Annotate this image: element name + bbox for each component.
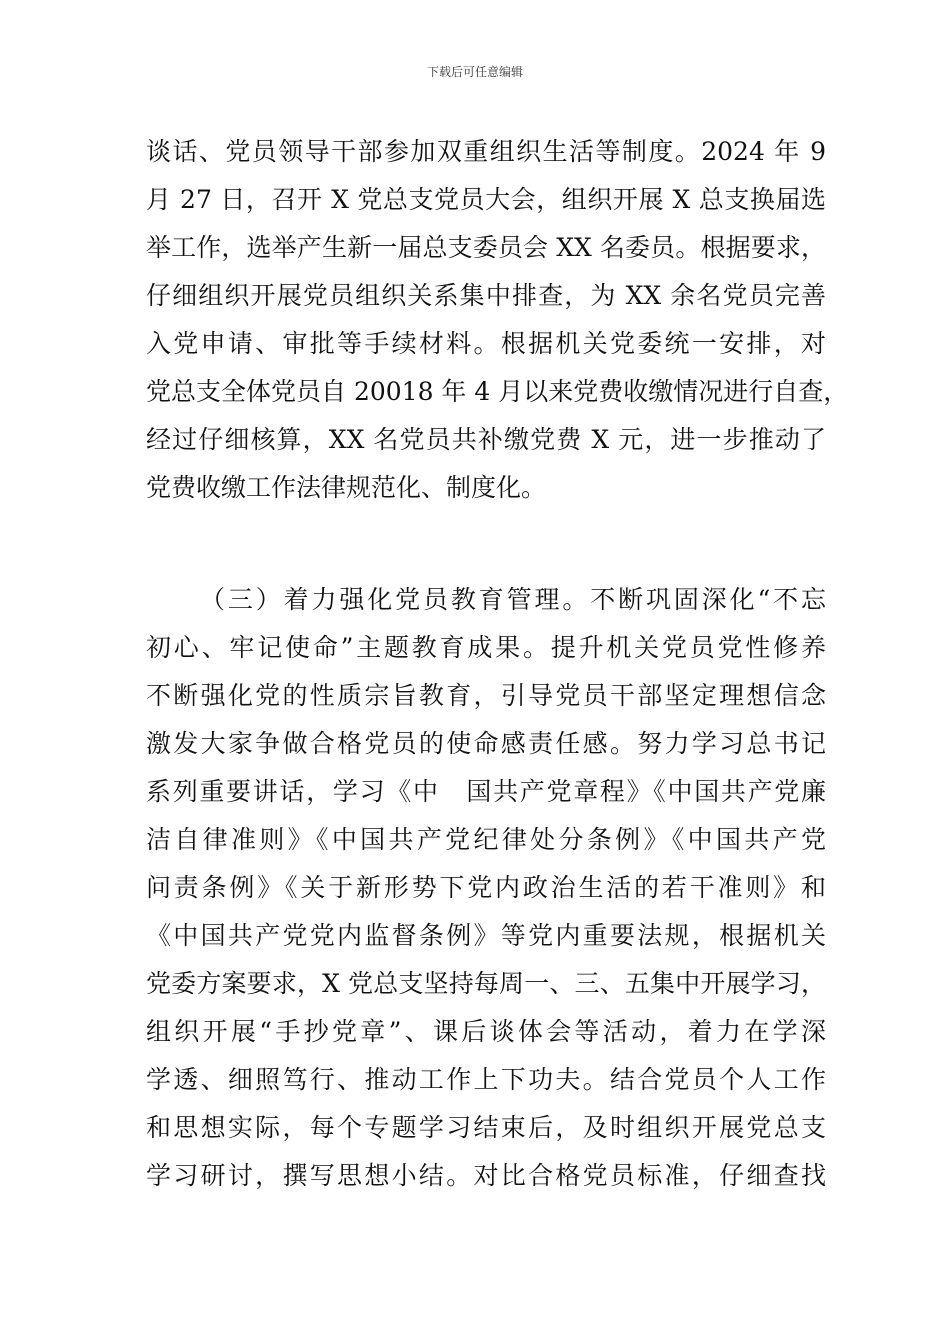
- text-line: 入党申请、审批等手续材料。根据机关党委统一安排，对: [146, 329, 826, 358]
- text-line: 党费收缴工作法律规范化、制度化。: [146, 473, 547, 502]
- text-line: 月 27 日，召开 X 党总支党员大会，组织开展 X 总支换届选: [146, 185, 826, 214]
- text-line: 激发大家争做合格党员的使命感责任感。努力学习总书记: [146, 729, 826, 758]
- text-line: 系列重要讲话，学习《中 国共产党章程》《中国共产党廉: [146, 777, 826, 806]
- text-line: 谈话、党员领导干部参加双重组织生活等制度。2024 年 9: [146, 137, 826, 166]
- text-line: 组织开展“手抄党章”、课后谈体会等活动，着力在学深: [146, 1017, 826, 1046]
- text-line: 学习研讨，撰写思想小结。对比合格党员标准，仔细查找: [146, 1161, 826, 1190]
- text-line: 不断强化党的性质宗旨教育，引导党员干部坚定理想信念: [146, 681, 826, 710]
- section-heading-line: （三）着力强化党员教育管理。不断巩固深化“不忘: [200, 585, 826, 614]
- page-header: 下载后可任意编辑: [426, 65, 523, 79]
- text-line: 《中国共产党党内监督条例》等党内重要法规，根据机关: [146, 921, 826, 950]
- paragraph-party-organization: [146, 128, 849, 512]
- text-line: 初心、牢记使命”主题教育成果。提升机关党员党性修养: [146, 633, 826, 662]
- text-line: 问责条例》《关于新形势下党内政治生活的若干准则》和: [146, 873, 826, 902]
- paragraph-member-education: [146, 576, 826, 1200]
- text-line: 洁自律准则》《中国共产党纪律处分条例》《中国共产党: [146, 825, 826, 854]
- text-line: 学透、细照笃行、推动工作上下功夫。结合党员个人工作: [146, 1065, 826, 1094]
- text-line: 举工作，选举产生新一届总支委员会 XX 名委员。根据要求，: [146, 233, 826, 262]
- text-line: 党总支全体党员自 20018 年 4 月以来党费收缴情况进行自查，: [146, 377, 849, 406]
- text-line: 经过仔细核算，XX 名党员共补缴党费 X 元，进一步推动了: [146, 425, 826, 454]
- text-line: 党委方案要求，X 党总支坚持每周一、三、五集中开展学习，: [146, 969, 826, 998]
- text-line: 仔细组织开展党员组织关系集中排查，为 XX 余名党员完善: [146, 281, 826, 310]
- text-line: 和思想实际，每个专题学习结束后，及时组织开展党总支: [146, 1113, 826, 1142]
